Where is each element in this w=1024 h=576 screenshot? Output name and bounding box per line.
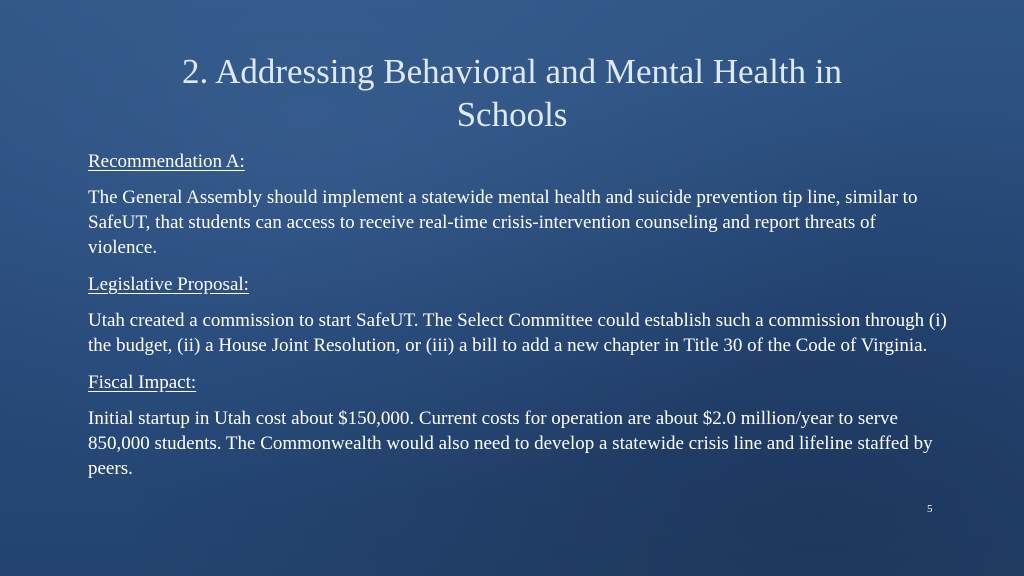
fiscal-impact-label: Fiscal Impact: [88, 372, 197, 393]
slide-title-line-1: 2. Addressing Behavioral and Mental Health in [182, 52, 842, 91]
slide-title [0, 50, 1024, 136]
legislative-proposal-label: Legislative Proposal: [88, 274, 249, 295]
slide-title-line-2: Schools [456, 95, 568, 134]
legislative-proposal-text: Utah created a commission to start SafeUT. The Select Committee could establish such a commission through (i) the budget, (ii) a House Joint Resolution, or (iii) a bill to add a new chapter in Title 30 of the Code of Virginia. [88, 310, 947, 356]
recommendation-label: Recommendation A: [88, 151, 245, 172]
page-number: 5 [927, 503, 933, 515]
slide-body [88, 149, 948, 481]
fiscal-impact-text: Initial startup in Utah cost about $150,000. Current costs for operation are about $2.0 million/year to serve 850,000 students. The Commonwealth would also need to develop a statewide crisis line and lifeline staffed by peers. [88, 408, 933, 479]
recommendation-text: The General Assembly should implement a statewide mental health and suicide prevention tip line, similar to SafeUT, that students can access to receive real-time crisis-intervention counseling and report threats of violence. [88, 187, 918, 258]
